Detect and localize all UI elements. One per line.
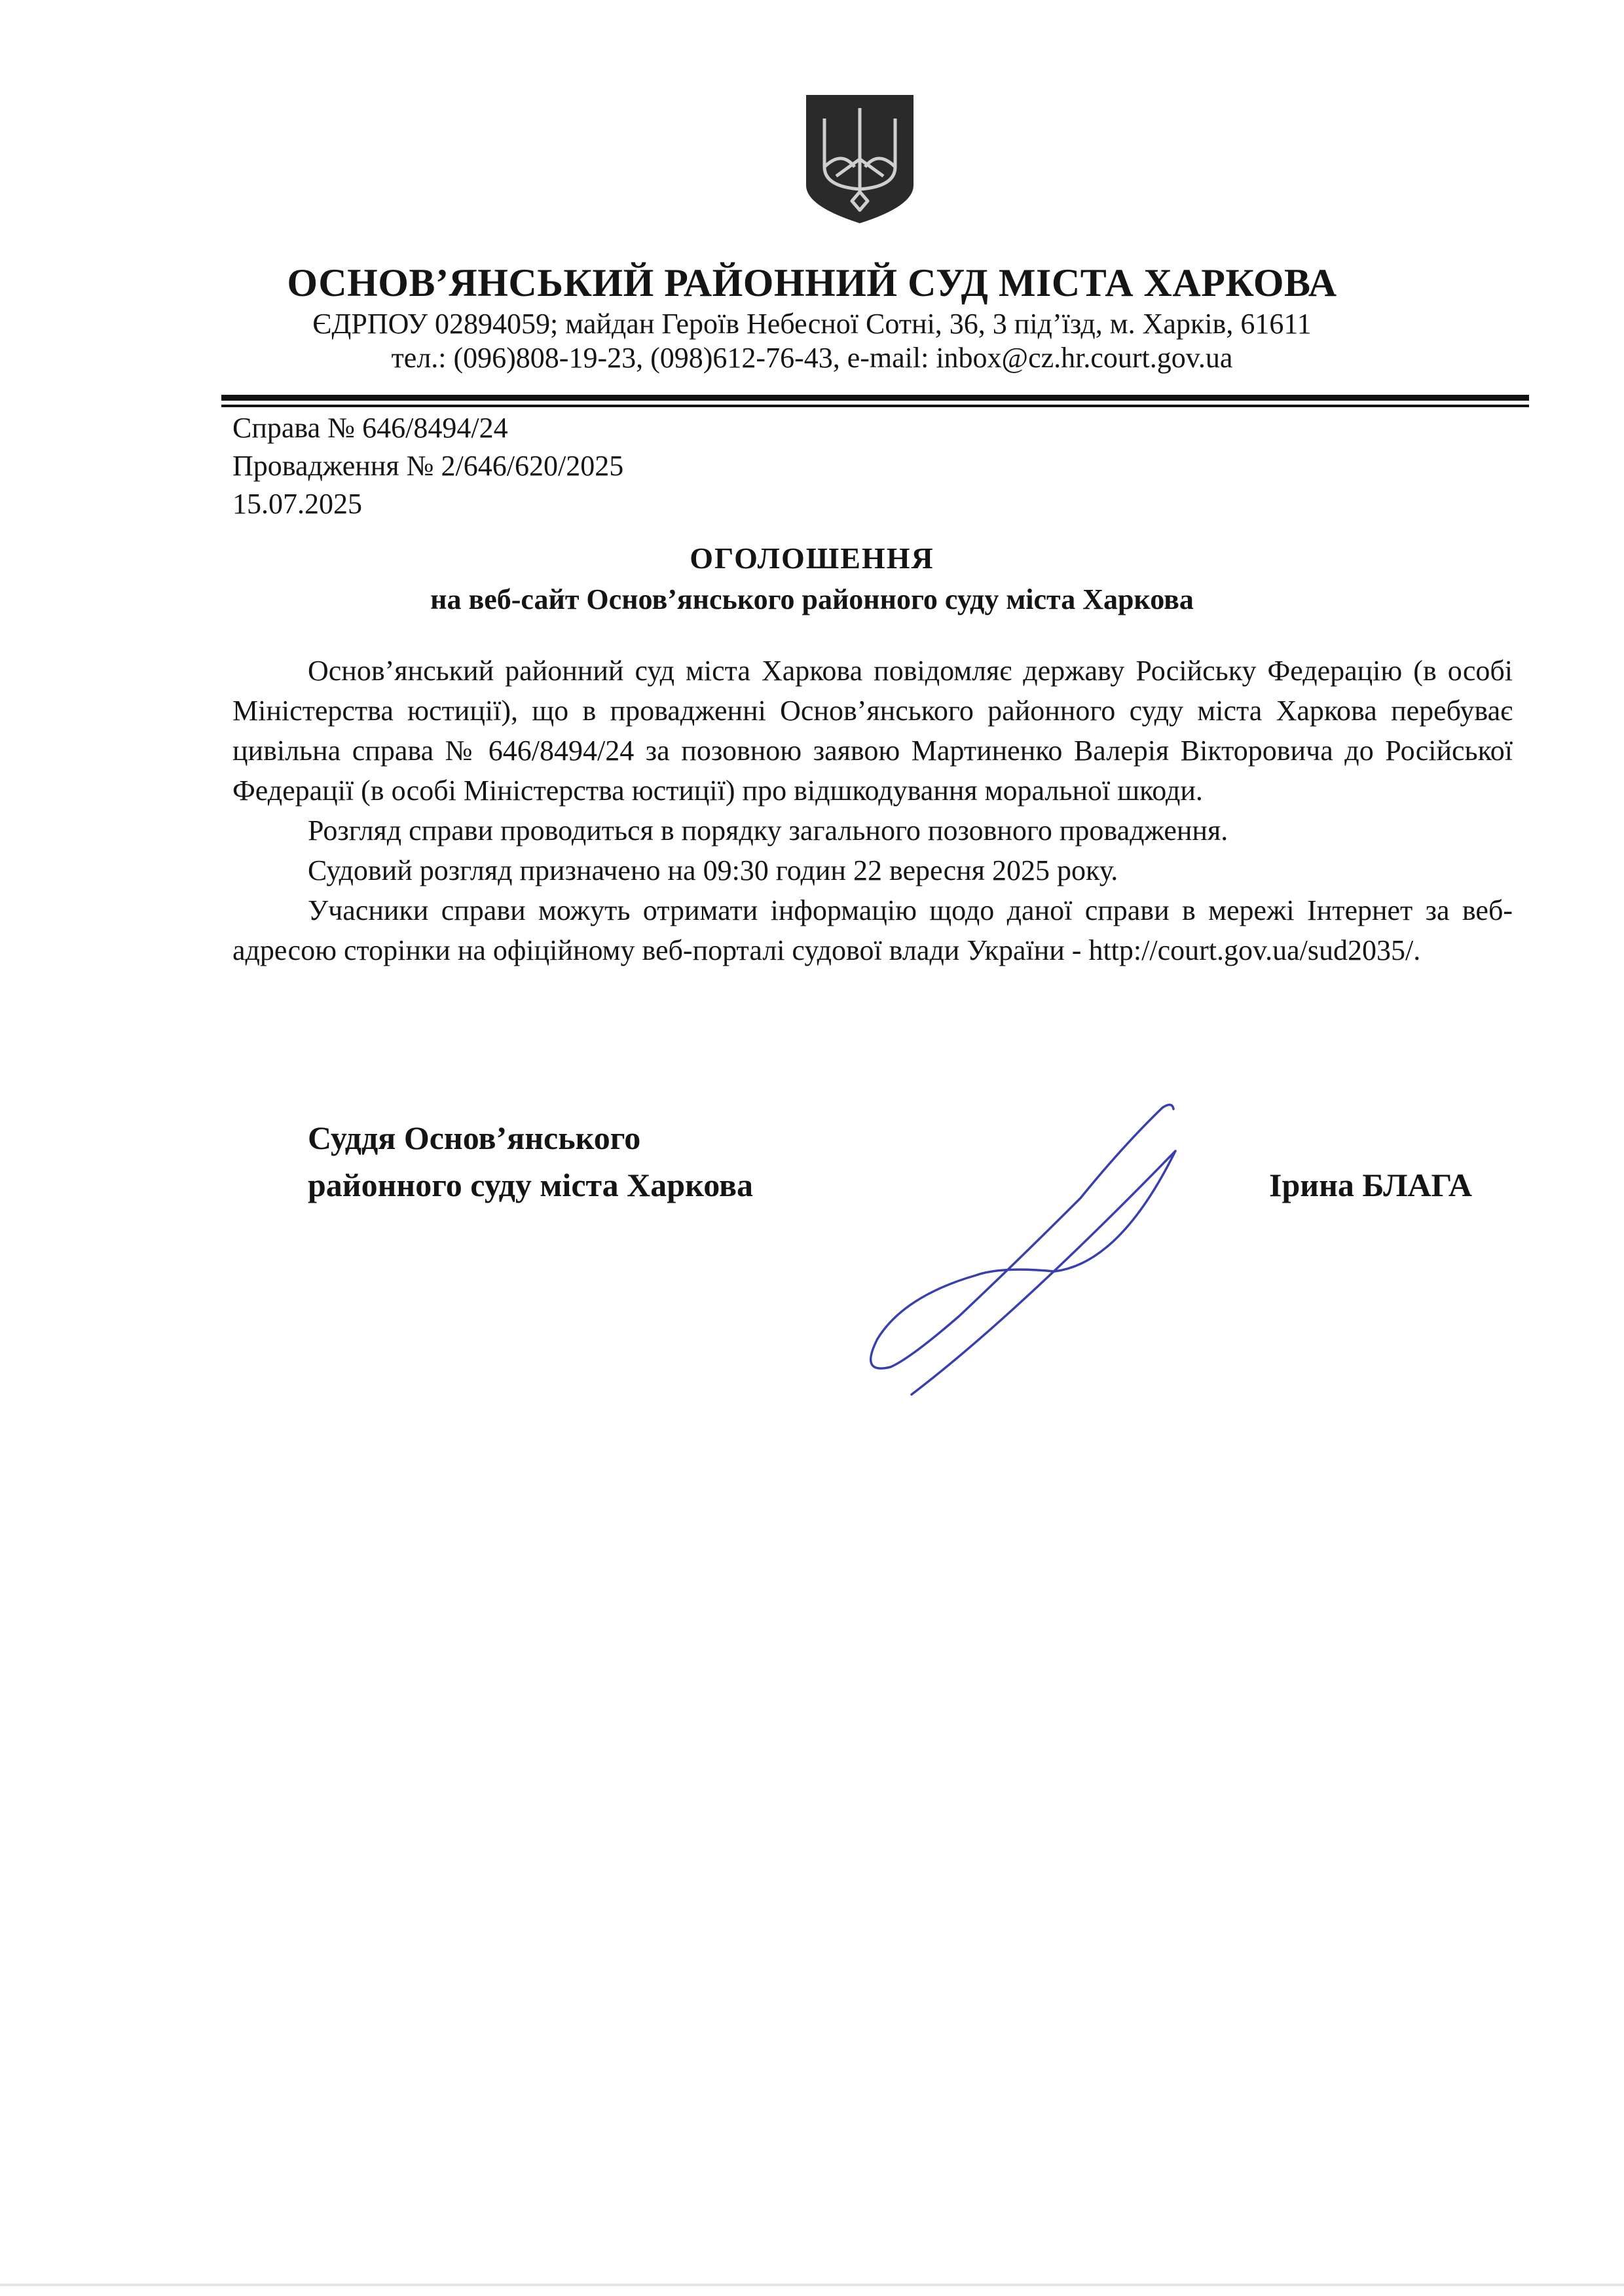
notice-paragraph: Основ’янський районний суд міста Харкова повідомляє державу Російську Федерацію (в особі Міністерства юстиції), що в провадженні Основ’янського районного суду міста Харкова перебуває цивільна справа № 646/8494/24 за позовною заявою Мартиненко Валерія Вікторовича до Російської Федерації (в особі Міністерства юстиції) про відшкодування моральної шкоди. <box>232 655 1513 807</box>
court-contacts: тел.: (096)808-19-23, (098)612-76-43, e-mail: inbox@cz.hr.court.gov.ua <box>391 342 1233 374</box>
trident-coat-of-arms-icon <box>805 94 915 225</box>
document-date: 15.07.2025 <box>232 488 362 520</box>
signer-role-line: Суддя Основ’янського <box>308 1120 641 1156</box>
notice-paragraph: Розгляд справи проводиться в порядку загального позовного провадження. <box>308 814 1228 847</box>
notice-title: ОГОЛОШЕННЯ <box>690 541 934 575</box>
notice-subtitle: на веб-сайт Основ’янського районного суду міста Харкова <box>430 583 1194 615</box>
handwritten-signature-icon <box>864 1100 1205 1401</box>
court-name: ОСНОВ’ЯНСЬКИЙ РАЙОННИЙ СУД МІСТА ХАРКОВА <box>287 261 1337 304</box>
signer-role <box>308 1114 753 1209</box>
header-divider <box>221 395 1529 401</box>
scan-edge <box>0 2284 1624 2286</box>
header-divider-thin <box>221 405 1529 407</box>
notice-paragraph: Учасники справи можуть отримати інформацію щодо даної справи в мережі Інтернет за веб-адресою сторінки на офіційному веб-порталі судової влади України - http://court.gov.ua/sud2035/. <box>232 894 1513 966</box>
signer-role-line: районного суду міста Харкова <box>308 1167 754 1203</box>
proceeding-number: Провадження № 2/646/620/2025 <box>232 450 624 482</box>
notice-paragraph: Судовий розгляд призначено на 09:30 годин 22 вересня 2025 року. <box>308 854 1118 886</box>
case-number: Справа № 646/8494/24 <box>232 412 508 444</box>
notice-body <box>232 651 1513 970</box>
court-address: ЄДРПОУ 02894059; майдан Героїв Небесної Сотні, 36, 3 під’їзд, м. Харків, 61611 <box>312 308 1312 340</box>
signer-name: Ірина БЛАГА <box>1269 1167 1473 1203</box>
